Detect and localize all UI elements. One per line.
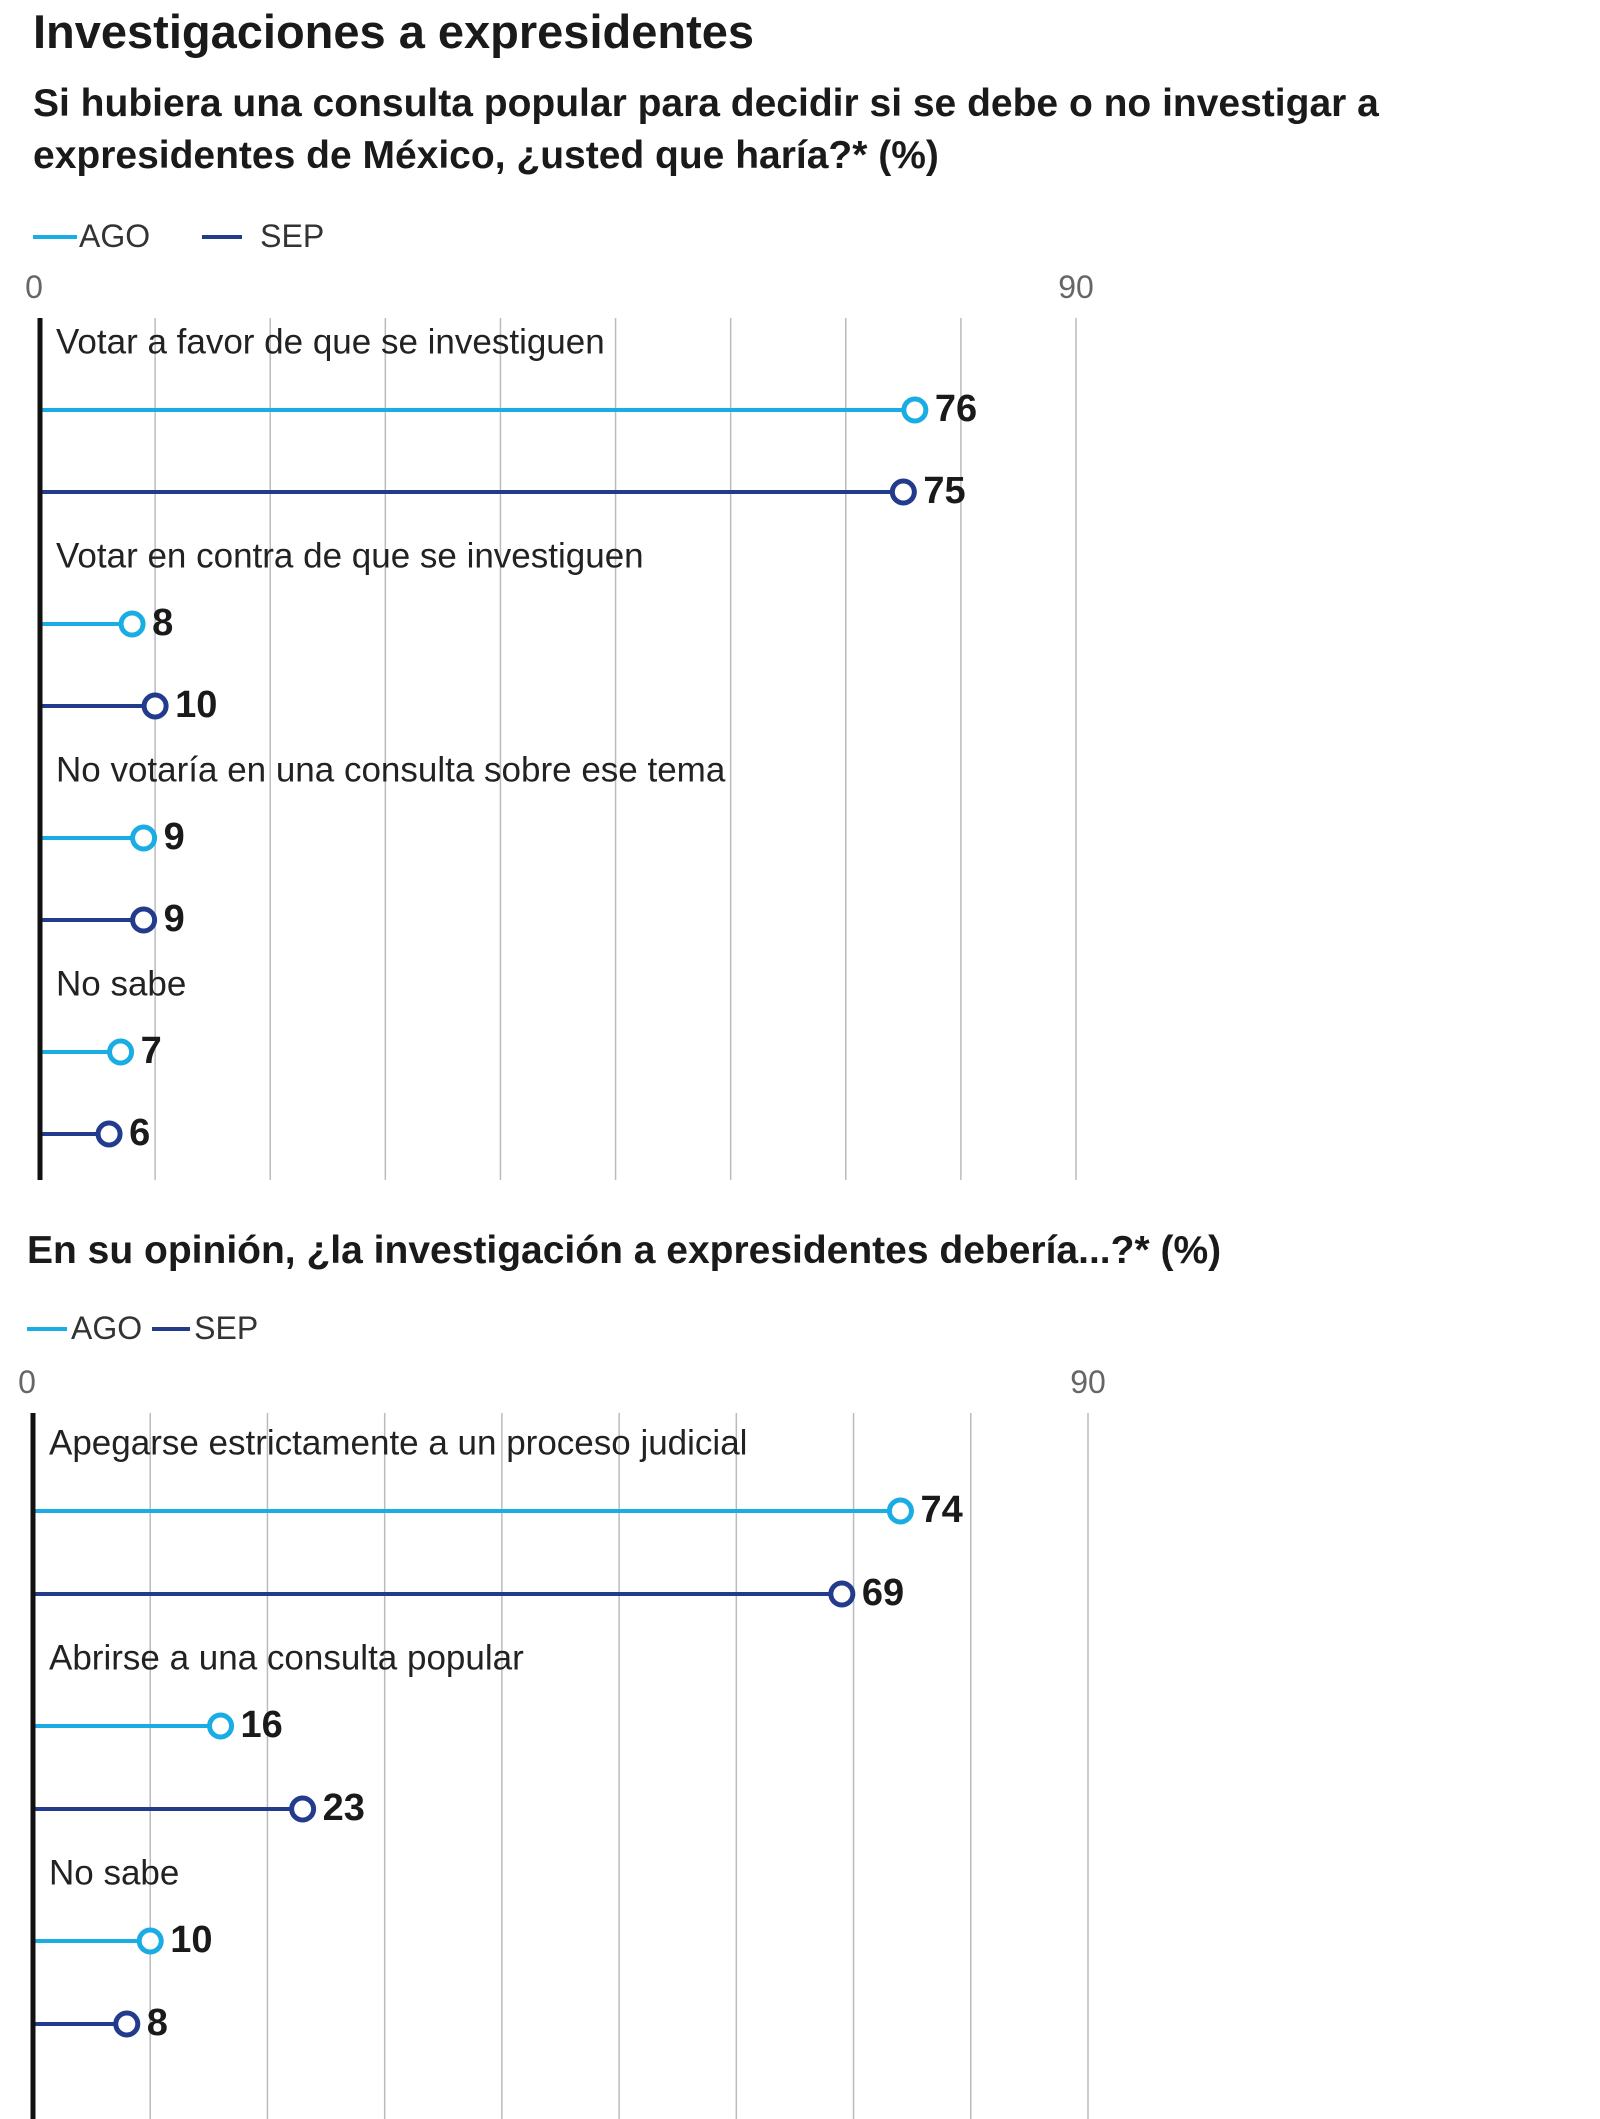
legend-ago-swatch bbox=[33, 235, 77, 239]
legend2-sep-label: SEP bbox=[194, 1310, 259, 1346]
legend2-ago-swatch bbox=[27, 1327, 67, 1331]
legend2-ago-label: AGO bbox=[71, 1310, 143, 1346]
category-label: No sabe bbox=[56, 964, 187, 1004]
lollipop-dot-ago bbox=[904, 399, 926, 421]
chart2-question-line1: En su opinión, ¿la investigación a expresidentes debería...?* (%) bbox=[27, 1229, 1222, 1272]
chart1-question bbox=[33, 78, 1379, 182]
chart1-legend bbox=[33, 218, 324, 255]
main-title: Investigaciones a expresidentes bbox=[33, 5, 754, 58]
lollipop-dot-ago bbox=[210, 1715, 232, 1737]
lollipop-dot-ago bbox=[133, 827, 155, 849]
lollipop-dot-ago bbox=[139, 1930, 161, 1952]
chart2-svg bbox=[0, 1365, 1600, 2119]
lollipop-dot-sep bbox=[892, 481, 914, 503]
chart1-svg bbox=[0, 270, 1600, 1200]
category-label: Abrirse a una consulta popular bbox=[49, 1638, 524, 1678]
category-label: No votaría en una consulta sobre ese tema bbox=[56, 750, 726, 790]
lollipop-dot-sep bbox=[292, 1798, 314, 1820]
lollipop-dot-sep bbox=[116, 2013, 138, 2035]
legend-sep-label: SEP bbox=[260, 218, 325, 254]
category-label: No sabe bbox=[49, 1853, 180, 1893]
chart1-question-line2: expresidentes de México, ¿usted que haría?* (%) bbox=[33, 134, 939, 177]
chart1-question-line1: Si hubiera una consulta popular para decidir si se debe o no investigar a bbox=[33, 82, 1379, 125]
lollipop-dot-ago bbox=[889, 1500, 911, 1522]
legend2-sep-swatch bbox=[152, 1327, 190, 1331]
value-label-ago: 16 bbox=[240, 1704, 283, 1747]
chart2-question bbox=[27, 1225, 1221, 1277]
value-label-ago: 74 bbox=[920, 1489, 963, 1532]
value-label-sep: 6 bbox=[129, 1112, 151, 1155]
value-label-sep: 8 bbox=[146, 2002, 168, 2045]
category-label: Votar a favor de que se investiguen bbox=[56, 322, 605, 362]
value-label-sep: 9 bbox=[163, 898, 185, 941]
axis-tick-label: 90 bbox=[1058, 269, 1094, 305]
lollipop-dot-ago bbox=[110, 1041, 132, 1063]
value-label-ago: 76 bbox=[934, 388, 978, 431]
legend-sep-swatch bbox=[202, 235, 242, 239]
lollipop-dot-sep bbox=[144, 695, 166, 717]
lollipop-dot-sep bbox=[831, 1583, 853, 1605]
category-label: Apegarse estrictamente a un proceso judicial bbox=[49, 1423, 748, 1463]
value-label-ago: 9 bbox=[163, 816, 185, 859]
chart2-legend bbox=[27, 1310, 258, 1347]
legend-ago-label: AGO bbox=[79, 218, 151, 254]
axis-tick-label: 0 bbox=[18, 1364, 36, 1400]
value-label-sep: 75 bbox=[923, 470, 966, 513]
value-label-sep: 23 bbox=[322, 1787, 365, 1830]
value-label-sep: 10 bbox=[175, 684, 218, 727]
axis-tick-label: 90 bbox=[1070, 1364, 1106, 1400]
value-label-ago: 10 bbox=[170, 1919, 213, 1962]
category-label: Votar en contra de que se investiguen bbox=[56, 536, 644, 576]
value-label-sep: 69 bbox=[861, 1572, 905, 1615]
lollipop-dot-ago bbox=[121, 613, 143, 635]
value-label-ago: 7 bbox=[140, 1030, 162, 1073]
value-label-ago: 8 bbox=[152, 602, 174, 645]
lollipop-dot-sep bbox=[98, 1123, 120, 1145]
lollipop-dot-sep bbox=[133, 909, 155, 931]
axis-tick-label: 0 bbox=[25, 269, 43, 305]
